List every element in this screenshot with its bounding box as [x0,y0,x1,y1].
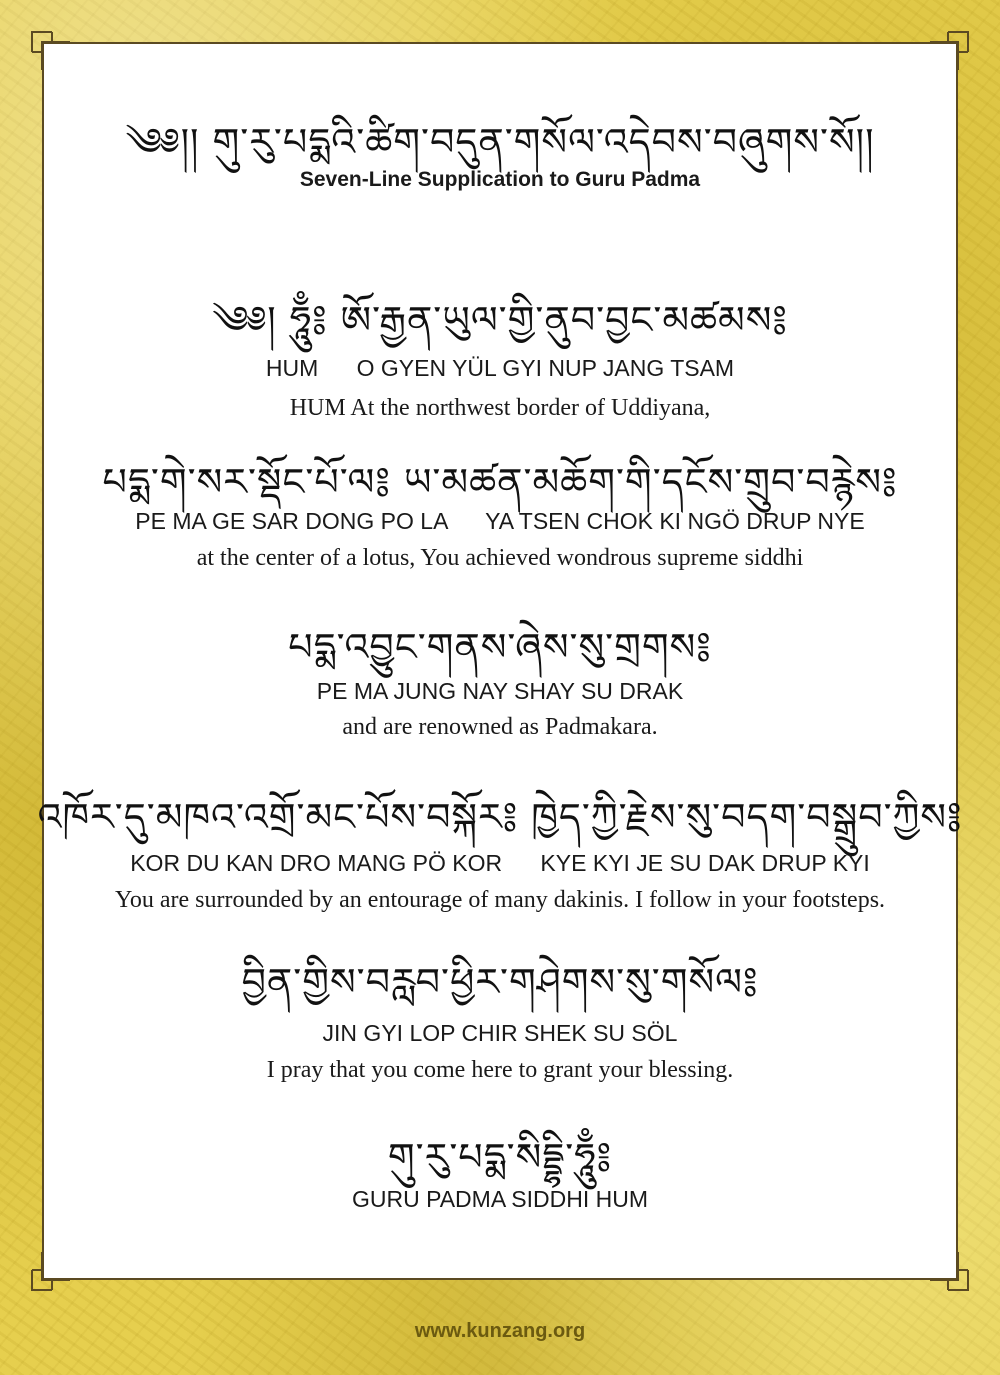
verse-phonetic: JIN GYI LOP CHIR SHEK SU SÖL [322,1020,678,1046]
verse-tibetan: ༄༅། ཧཱུྃ༔ ཨོ་རྒྱན་ཡུལ་གྱི་ནུབ་བྱང་མཚམས༔ [212,298,788,342]
page-title: Seven-Line Supplication to Guru Padma [299,168,701,191]
verse-tibetan: བྱིན་གྱིས་བརླབ་ཕྱིར་གཤེགས་སུ་གསོལ༔ [241,960,759,1004]
verse-phonetic: KOR DU KAN DRO MANG PÖ KOR KYE KYI JE SU DAK DRUP KYI [130,850,870,876]
verse-tibetan: པདྨ་གེ་སར་སྡོང་པོ་ལ༔ ཡ་མཚན་མཆོག་གི་དངོས་གྲུབ་བརྙེས༔ [102,460,898,504]
verse-english: and are renowned as Padmakara. [342,714,658,740]
verse-english: You are surrounded by an entourage of many dakinis. I follow in your footsteps. [114,887,886,913]
verse-tibetan: པདྨ་འབྱུང་གནས་ཞེས་སུ་གྲགས༔ [288,625,712,669]
verse-phonetic: PE MA JUNG NAY SHAY SU DRAK [316,678,684,704]
tibetan-title: ༄༅།། གུ་རུ་པདྨའི་ཚིག་བདུན་གསོལ་འདེབས་བཞུགས་སོ།། [125,120,875,164]
verse-tibetan: འཁོར་དུ་མཁའ་འགྲོ་མང་པོས་བསྐོར༔ ཁྱེད་ཀྱི་རྗེས་སུ་བདག་བསྒྲུབ་ཀྱིས༔ [37,795,963,839]
verse-english: HUM At the northwest border of Uddiyana, [289,395,711,421]
mantra-tibetan: གུ་རུ་པདྨ་སིདྡྷི་ཧཱུྃ༔ [387,1135,613,1179]
verse-english: at the center of a lotus, You achieved wondrous supreme siddhi [196,545,804,571]
verse-phonetic: HUM O GYEN YÜL GYI NUP JANG TSAM [265,355,735,381]
website-url[interactable]: www.kunzang.org [414,1320,586,1342]
verse-english: I pray that you come here to grant your blessing. [266,1057,734,1083]
verse-phonetic: PE MA GE SAR DONG PO LA YA TSEN CHOK KI NGÖ DRUP NYE [135,508,865,534]
mantra-phonetic: GURU PADMA SIDDHI HUM [351,1186,649,1212]
